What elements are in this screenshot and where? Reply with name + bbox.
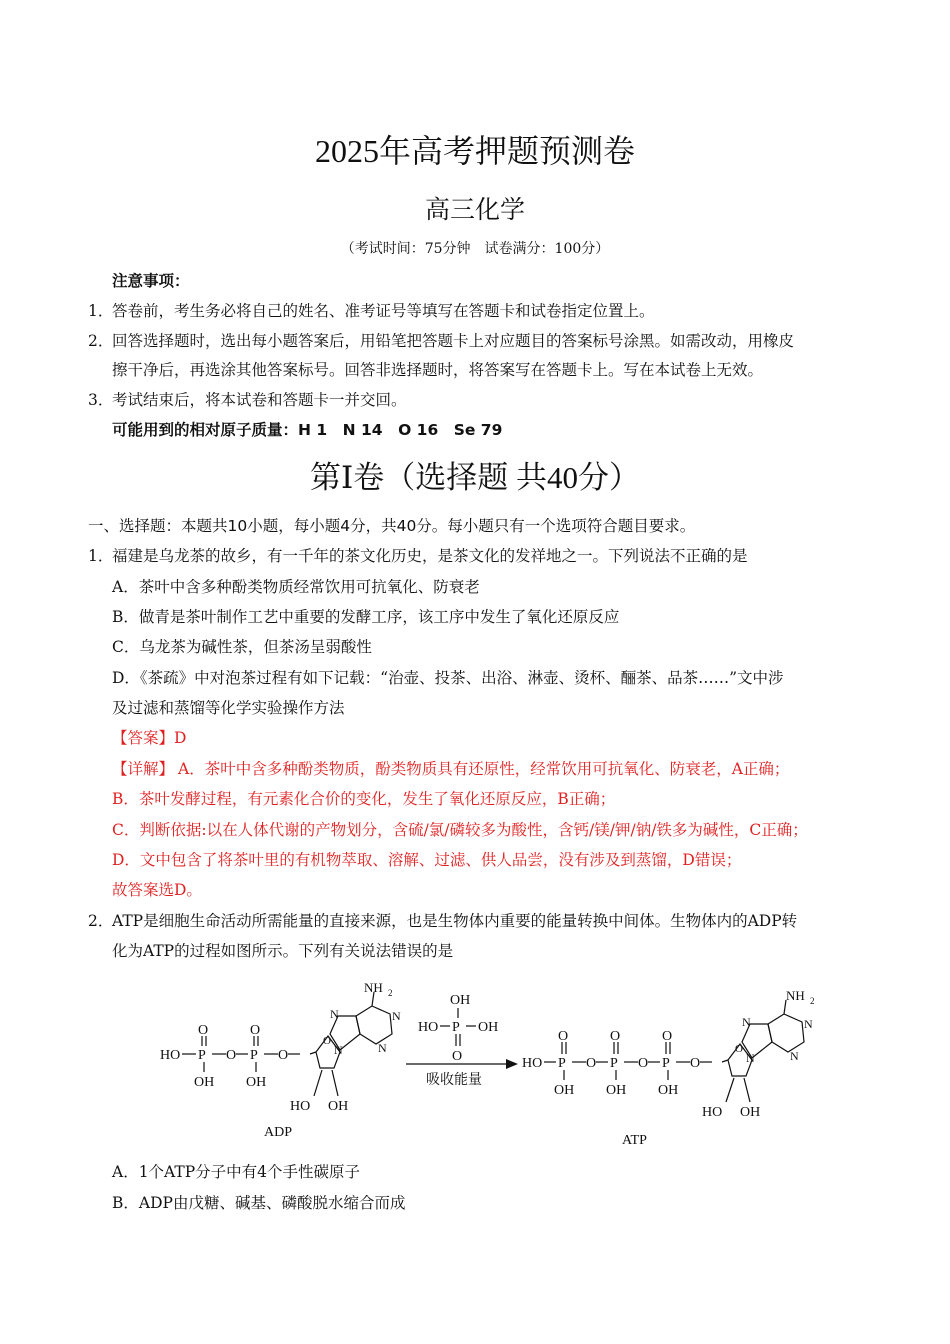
- atp-n9: N: [746, 1051, 755, 1065]
- page-subtitle: 高三化学: [424, 195, 525, 224]
- notice-heading: 注意事项：: [112, 272, 190, 290]
- adp-oh1: OH: [194, 1075, 215, 1090]
- notice-item-2-line-2: 擦干净后，再选涂其他答案标号。回答非选择题时，将答案写在答题卡上。写在本试卷上无效。: [112, 361, 764, 379]
- adp-nh2-sub: 2: [388, 988, 393, 998]
- adp-ring-o: O: [323, 1035, 331, 1047]
- pa-oh-right: OH: [478, 1020, 499, 1035]
- adp-n7: N: [330, 1007, 339, 1021]
- adp-sugar-ho: HO: [290, 1099, 311, 1114]
- q1-stem: 福建是乌龙茶的故乡，有一千年的茶文化历史，是茶文化的发祥地之一。下列说法不正确的是: [112, 547, 748, 565]
- q2-option-b: B．ADP由戊糖、碱基、磷酸脱水缩合而成: [112, 1194, 406, 1212]
- adp-label: ADP: [264, 1125, 293, 1140]
- q1-option-a: A．茶叶中含多种酚类物质经常饮用可抗氧化、防衰老: [112, 578, 480, 596]
- atp-oh1: OH: [554, 1083, 575, 1098]
- adp-o2: O: [250, 1023, 261, 1038]
- adp-o-ester: O: [278, 1048, 289, 1063]
- adp-n1: N: [392, 1009, 401, 1023]
- adp-n9: N: [334, 1043, 343, 1057]
- q1-answer: 【答案】D: [112, 729, 187, 747]
- q1-num: 1．: [88, 547, 114, 565]
- arrow-label: 吸收能量: [426, 1073, 482, 1088]
- notice-item-2-num: 2．: [88, 332, 114, 350]
- pa-ho: HO: [418, 1020, 439, 1035]
- atp-o-ester: O: [690, 1056, 701, 1071]
- q1-option-d-line-1: D．《茶疏》中对泡茶过程有如下记载：“治壶、投茶、出浴、淋壶、烫杯、酾茶、品茶……”文中涉: [112, 669, 784, 687]
- atp-o-bridge2: O: [638, 1056, 649, 1071]
- notice-item-3-num: 3．: [88, 391, 114, 409]
- atp-p3: P: [662, 1056, 670, 1071]
- q1-option-c: C．乌龙茶为碱性茶，但茶汤呈弱酸性: [112, 638, 372, 656]
- notice-item-2-line-1: 回答选择题时，选出每小题答案后，用铅笔把答题卡上对应题目的答案标号涂黑。如需改动，用橡皮: [112, 332, 795, 350]
- q2-stem-line-2: 化为ATP的过程如图所示。下列有关说法错误的是: [112, 942, 454, 960]
- q2-num: 2．: [88, 912, 114, 930]
- q1-detail-d: D．文中包含了将茶叶里的有机物萃取、溶解、过滤、供人品尝，没有涉及到蒸馏，D错误；: [112, 851, 742, 869]
- atp-n3: N: [790, 1049, 799, 1063]
- atp-ring-o: O: [735, 1043, 743, 1055]
- adp-p2: P: [250, 1048, 258, 1063]
- q2-option-a: A．1个ATP分子中有4个手性碳原子: [112, 1163, 361, 1181]
- atp-label: ATP: [622, 1133, 647, 1148]
- adp-p1: P: [198, 1048, 206, 1063]
- adp-n3: N: [378, 1041, 387, 1055]
- q1-conclusion: 故答案选D。: [112, 881, 202, 899]
- adp-atp-reaction-figure: [150, 978, 850, 1150]
- atp-o1: O: [558, 1029, 569, 1044]
- adp-sugar-oh: OH: [328, 1099, 349, 1114]
- atp-sugar-ho: HO: [702, 1105, 723, 1120]
- q2-stem-line-1: ATP是细胞生命活动所需能量的直接来源，也是生物体内重要的能量转换中间体。生物体内的ADP转: [112, 912, 798, 930]
- atp-n7: N: [742, 1015, 751, 1029]
- atp-sugar-oh: OH: [740, 1105, 761, 1120]
- atp-o3: O: [662, 1029, 673, 1044]
- atomic-mass: 可能用到的相对原子质量：H 1 N 14 O 16 Se 79: [112, 421, 503, 439]
- atp-oh2: OH: [606, 1083, 627, 1098]
- q1-detail-label: 【详解】: [112, 760, 175, 778]
- notice-item-3: 考试结束后，将本试卷和答题卡一并交回。: [112, 391, 407, 409]
- atp-oh3: OH: [658, 1083, 679, 1098]
- atp-nh2-sub: 2: [810, 996, 815, 1006]
- notice-item-1: 答卷前，考生务必将自己的姓名、准考证号等填写在答题卡和试卷指定位置上。: [112, 302, 655, 320]
- adp-oh2: OH: [246, 1075, 267, 1090]
- atp-ho: HO: [522, 1056, 543, 1071]
- adp-o-bridge: O: [226, 1048, 237, 1063]
- q1-option-d-line-2: 及过滤和蒸馏等化学实验操作方法: [112, 699, 345, 717]
- atp-n1: N: [804, 1017, 813, 1031]
- exam-info: （考试时间：75分钟 试卷满分：100分）: [340, 241, 610, 257]
- section-title: 第Ⅰ卷（选择题 共40分）: [310, 460, 640, 495]
- pa-o-bottom: O: [452, 1049, 463, 1064]
- atp-o-bridge1: O: [586, 1056, 597, 1071]
- q1-option-b: B．做青是茶叶制作工艺中重要的发酵工序，该工序中发生了氧化还原反应: [112, 608, 620, 626]
- instructions: 一、选择题：本题共10小题，每小题4分，共40分。每小题只有一个选项符合题目要求。: [88, 517, 696, 535]
- adp-o1: O: [198, 1023, 209, 1038]
- pa-p: P: [452, 1020, 460, 1035]
- adp-ho: HO: [160, 1048, 181, 1063]
- atp-nh2: NH: [786, 988, 805, 1003]
- atp-p2: P: [610, 1056, 618, 1071]
- page-title: 2025年高考押题预测卷: [314, 133, 635, 169]
- q1-detail-a: A．茶叶中含多种酚类物质，酚类物质具有还原性，经常饮用可抗氧化、防衰老，A正确；: [178, 760, 790, 778]
- q1-detail-c: C．判断依据:以在人体代谢的产物划分，含硫/氯/磷较多为酸性，含钙/镁/钾/钠/铁多为碱性，C正确；: [112, 821, 808, 839]
- notice-item-1-num: 1．: [88, 302, 114, 320]
- pa-oh-top: OH: [450, 993, 471, 1008]
- atp-p1: P: [558, 1056, 566, 1071]
- adp-nh2: NH: [364, 980, 383, 995]
- atp-o2: O: [610, 1029, 621, 1044]
- q1-detail-b: B．茶叶发酵过程，有元素化合价的变化，发生了氧化还原反应，B正确；: [112, 790, 616, 808]
